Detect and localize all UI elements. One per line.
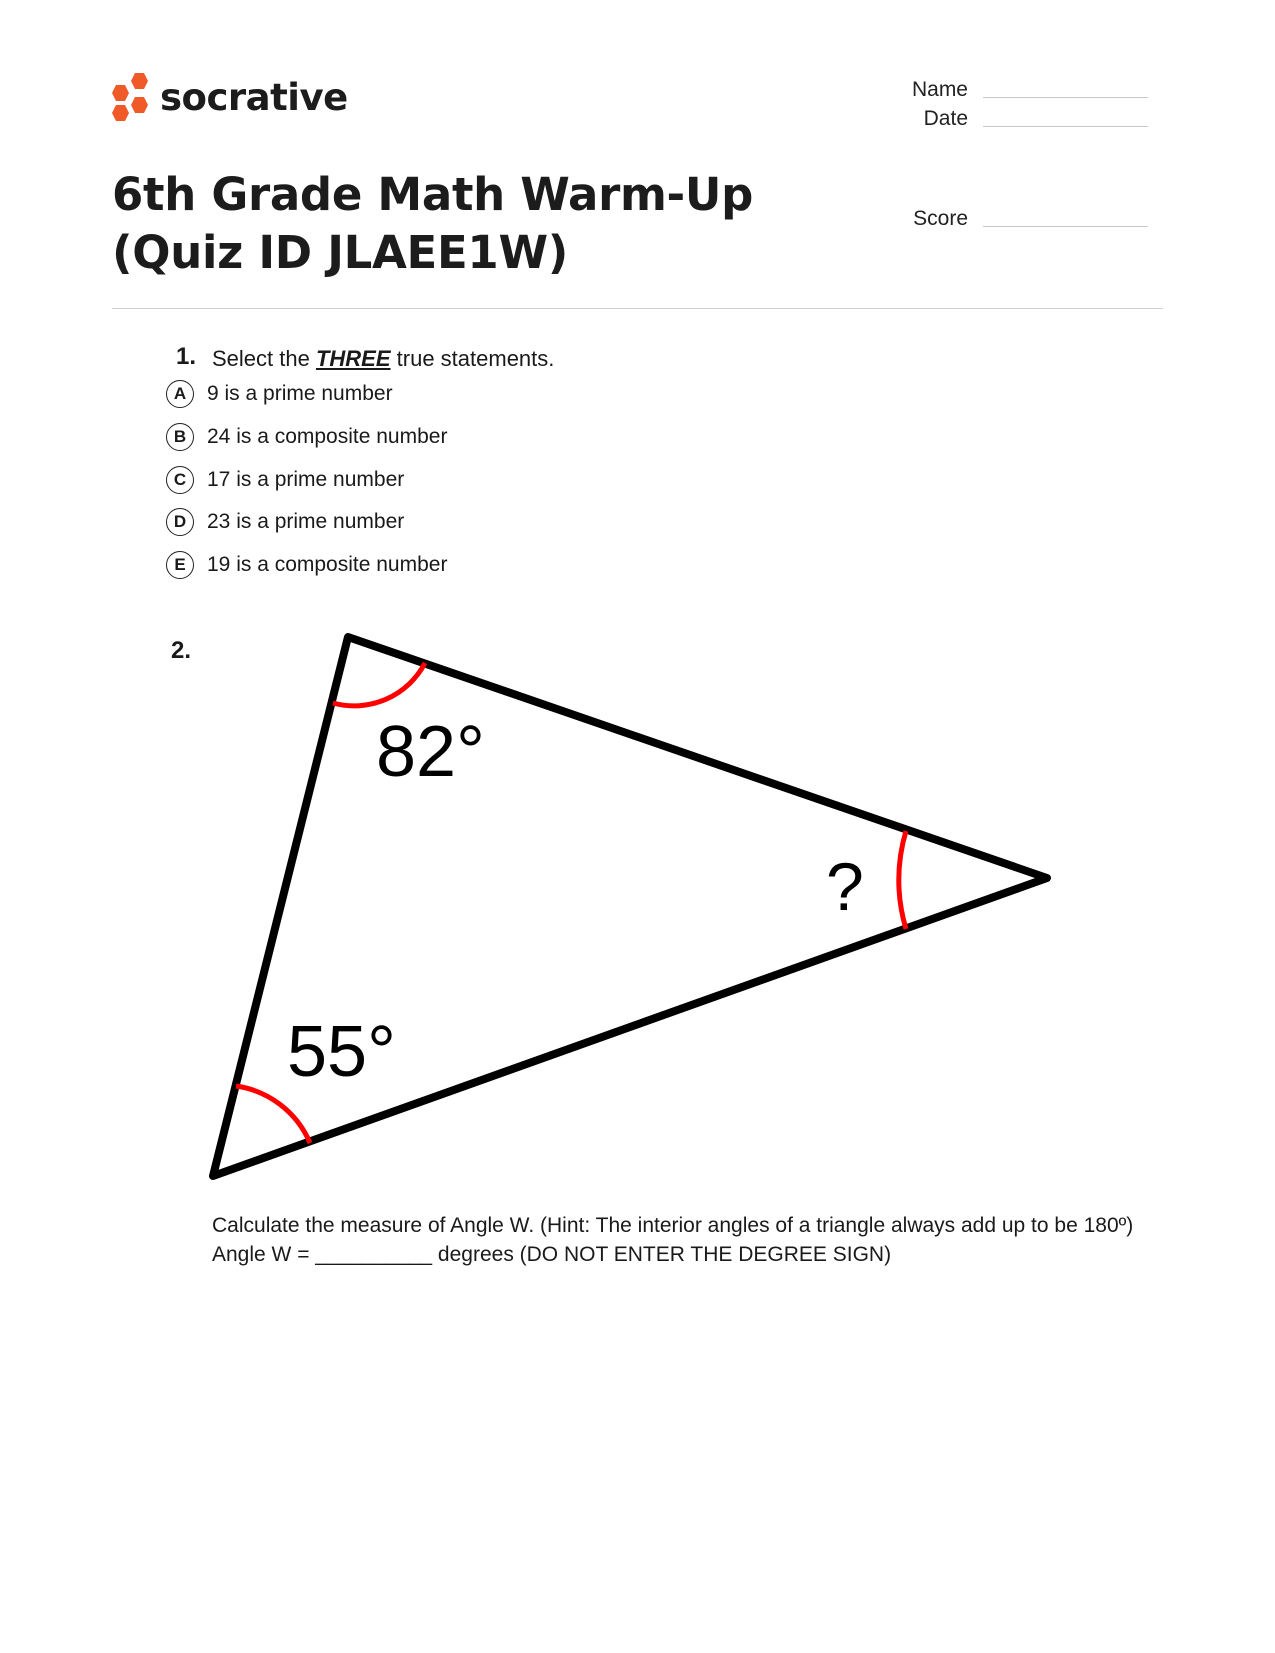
page-title: 6th Grade Math Warm-Up (Quiz ID JLAEE1W) (112, 168, 754, 279)
option-d-text: 23 is a prime number (207, 510, 405, 533)
option-e-bubble[interactable]: E (166, 551, 194, 579)
date-label: Date (923, 107, 968, 130)
option-d-bubble[interactable]: D (166, 508, 194, 536)
score-label: Score (913, 207, 968, 230)
right-angle-arc (899, 831, 906, 929)
prompt-prefix: Select the (212, 346, 310, 371)
option-e-text: 19 is a composite number (207, 553, 448, 576)
top-angle-label: 82° (376, 712, 485, 792)
prompt-suffix: true statements. (396, 346, 555, 371)
brand-name: socrative (160, 75, 348, 119)
bottom-angle-label: 55° (287, 1012, 396, 1092)
option-c-text: 17 is a prime number (207, 468, 405, 491)
option-b-bubble[interactable]: B (166, 423, 194, 451)
question-1-number: 1. (176, 343, 197, 370)
name-label: Name (911, 78, 968, 101)
option-c-bubble[interactable]: C (166, 466, 194, 494)
option-a-bubble[interactable]: A (166, 380, 194, 408)
prompt-emphasis: THREE (315, 346, 391, 371)
option-b-text: 24 is a composite number (207, 425, 448, 448)
unknown-angle-label: ? (826, 849, 864, 925)
top-angle-arc (333, 663, 425, 706)
question-2-number: 2. (171, 637, 192, 664)
bottom-angle-arc (236, 1086, 310, 1143)
question-2-text: Calculate the measure of Angle W. (Hint: The interior angles of a triangle always add up to be 180º) Angle W = __________ degrees (DO NOT ENTER THE DEGREE SIGN) (212, 1214, 1134, 1266)
option-a-text: 9 is a prime number (207, 382, 393, 405)
triangle-outline (213, 637, 1047, 1176)
